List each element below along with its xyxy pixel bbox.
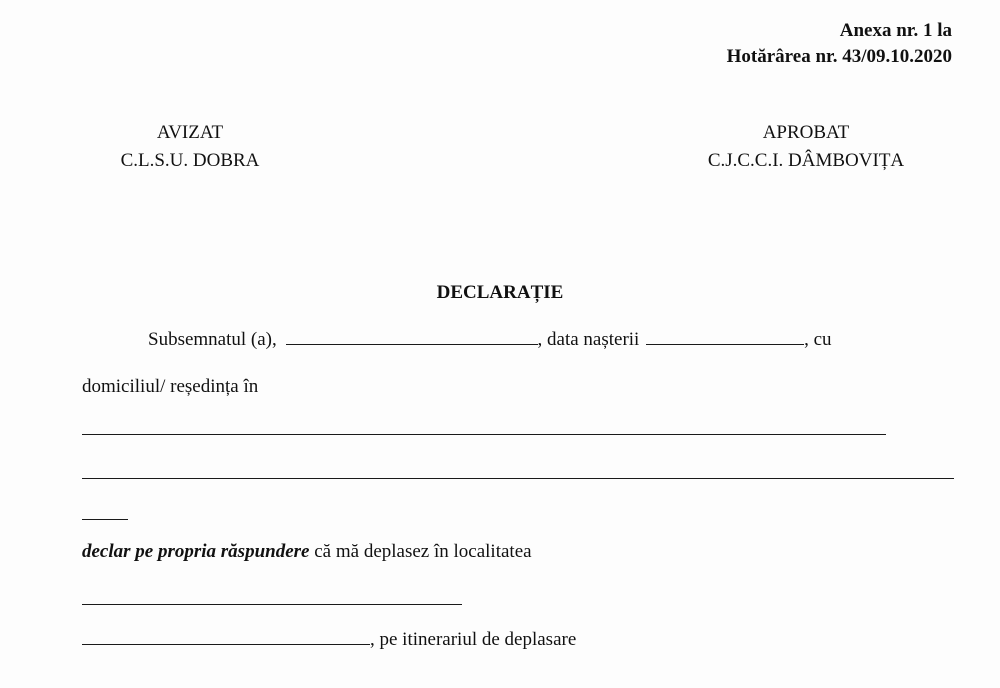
itinerary-row (82, 628, 576, 651)
annex-line-2: Hotărârea nr. 43/09.10.2020 (726, 46, 952, 67)
birth-date-blank-field[interactable] (646, 328, 804, 345)
domiciliu-label: domiciliul/ reședința în (82, 376, 259, 397)
document-title: DECLARAȚIE (436, 282, 564, 303)
avizat-title: AVIZAT (156, 122, 224, 143)
aprobat-org: C.J.C.C.I. DÂMBOVIȚA (707, 150, 905, 171)
declar-emphasis: declar pe propria răspundere (82, 541, 310, 562)
declar-rest: că mă deplasez în localitatea (309, 541, 532, 562)
aprobat-title: APROBAT (762, 122, 850, 143)
cu-label: , cu (804, 329, 832, 350)
address-blank-line-3[interactable] (82, 519, 128, 520)
locality-blank-line[interactable] (82, 604, 462, 605)
name-blank-field[interactable] (286, 328, 538, 345)
birth-label: , data nașterii (537, 329, 640, 350)
avizat-org: C.L.S.U. DOBRA (120, 150, 260, 171)
itinerary-label: , pe itinerariul de deplasare (370, 629, 577, 650)
address-blank-line-2[interactable] (82, 478, 954, 479)
itinerary-blank-field[interactable] (82, 628, 370, 645)
address-blank-line-1[interactable] (82, 434, 886, 435)
annex-line-1: Anexa nr. 1 la (839, 20, 952, 41)
subsemnatul-label: Subsemnatul (a), (148, 329, 277, 350)
declar-row (82, 541, 532, 563)
subsemnatul-row (148, 328, 832, 351)
